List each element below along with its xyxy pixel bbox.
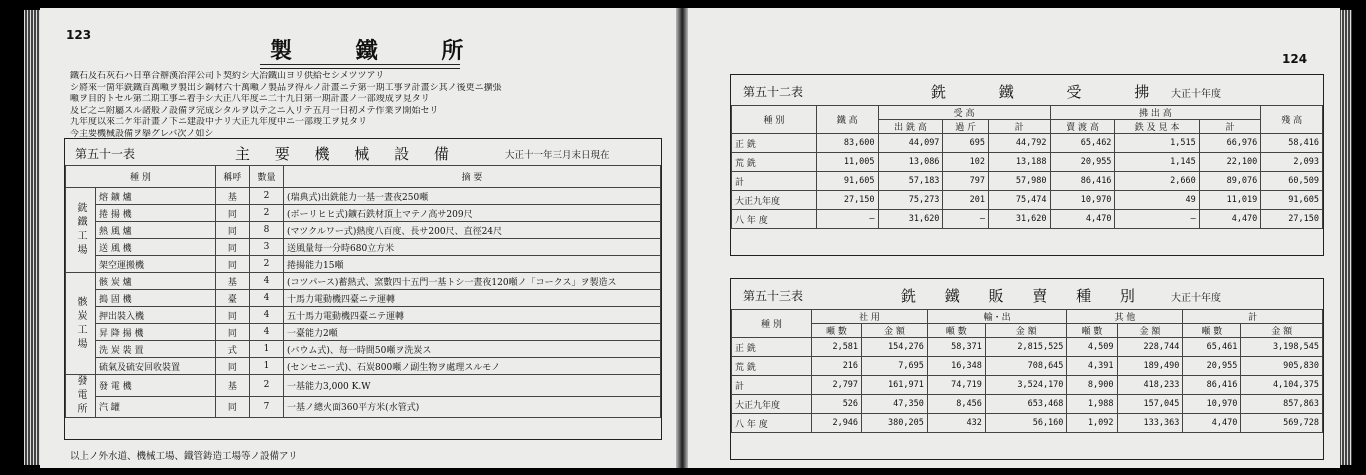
table-52-heading: 銑 鐵 受 拂 [931,83,1174,101]
t53-header-kind: 種 別 [732,310,812,338]
cell-value: 161,971 [862,376,928,395]
cell-value: 216 [811,357,861,376]
t53-group-header: 計 [1183,310,1323,324]
cell-name: 式 [215,341,249,358]
cell-value: 44,097 [878,134,943,153]
table-row [66,273,661,290]
table-row [66,341,661,358]
cell-name: 同 [215,205,249,222]
group-label: 發電所 [66,375,96,418]
cell-value: 797 [943,172,989,191]
cell-value: 1,988 [1067,395,1117,414]
table-53-heading: 銑 鐵 販 賣 種 別 [901,287,1147,305]
row-kind: 荒 銑 [732,153,817,172]
t52-sub-header: 計 [1199,120,1261,134]
cell-value: 13,188 [988,153,1050,172]
table-row [66,256,661,273]
cell-value: 44,792 [988,134,1050,153]
cell-value: 86,416 [1183,376,1241,395]
cell-kind: 熔 鑛 爐 [95,188,215,205]
cell-name: 同 [215,396,249,418]
cell-value: 57,980 [988,172,1050,191]
t52-header-opening: 鐵 高 [816,106,878,134]
table-53-year: 大正十年度 [1171,293,1221,304]
cell-value: 432 [927,414,985,433]
cell-summary: 一臺能力2噸 [284,324,661,341]
cell-value: 89,076 [1199,172,1261,191]
table-53-grid [731,309,1323,433]
cell-value: 380,205 [862,414,928,433]
cell-value: 91,605 [1261,191,1323,210]
cell-value: 66,976 [1199,134,1261,153]
cell-value: 102 [943,153,989,172]
intro-paragraph [70,71,660,140]
table-row [732,134,1323,153]
cell-kind: 骸 炭 爐 [95,273,215,290]
intro-line: 噸ヲ目的トセル第二期工事ニ着手シ大正八年度ニ二十九日第一期計畫ノ一部竣成ヲ見タリ [70,94,430,104]
cell-kind: 架空運搬機 [95,256,215,273]
t52-sub-header: 過 斤 [943,120,989,134]
table-row [66,205,661,222]
cell-summary: (マツクルワー式)熱度八百度、長サ200尺、直徑24尺 [284,222,661,239]
cell-name: 基 [215,188,249,205]
t53-sub-header: 噸 數 [1067,324,1117,338]
t52-header-remain: 殘 高 [1261,106,1323,134]
cell-count: 3 [249,239,283,256]
section-title: 製 鐵 所 [270,38,492,64]
row-kind: 正 銑 [732,338,812,357]
cell-value: — [816,210,878,229]
cell-value: 1,515 [1115,134,1199,153]
table-52 [730,74,1324,256]
cell-value: 57,183 [878,172,943,191]
title-rule [260,64,460,69]
t53-sub-header: 金 額 [985,324,1067,338]
cell-value: 133,363 [1117,414,1183,433]
t52-header-receive: 受 高 [878,106,1050,120]
cell-count: 1 [249,341,283,358]
cell-count: 2 [249,256,283,273]
row-kind: 計 [732,376,812,395]
book-edge-right [1338,10,1352,465]
row-kind: 計 [732,172,817,191]
cell-name: 基 [215,375,249,397]
cell-value: 1,092 [1067,414,1117,433]
row-kind: 大正九年度 [732,395,812,414]
table-row [732,172,1323,191]
table-row [732,376,1323,395]
left-page-number: 123 [66,28,92,42]
t53-group-header: 其 他 [1067,310,1183,324]
cell-value: 157,045 [1117,395,1183,414]
t52-sub-header: 出 銑 高 [878,120,943,134]
footer-note: 以上ノ外水道、機械工場、鐵管鋳造工場等ノ設備アリ [70,451,298,462]
t53-group-header: 社 用 [811,310,927,324]
intro-line: 鐵石及石灰石ハ日華合辦漢冶萍公司ト契約シ大冶鐵山ヨリ供給セシメツツアリ [70,71,385,81]
cell-count: 4 [249,324,283,341]
t53-group-header: 輸・出 [927,310,1067,324]
cell-value: 418,233 [1117,376,1183,395]
cell-value: 60,509 [1261,172,1323,191]
cell-kind: 發 電 機 [95,375,215,397]
table-53 [730,278,1324,460]
cell-summary: (ボーリヒヒ式)鑛石鉄材頂上マテノ高サ209尺 [284,205,661,222]
cell-value: 857,863 [1241,395,1323,414]
cell-name: 同 [215,222,249,239]
cell-value: 3,524,170 [985,376,1067,395]
row-kind: 正 銑 [732,134,817,153]
cell-name: 同 [215,358,249,375]
cell-value: 201 [943,191,989,210]
cell-value: 2,660 [1115,172,1199,191]
table-row [732,210,1323,229]
t53-sub-header: 噸 數 [927,324,985,338]
cell-kind: 硫氣及硫安回收裝置 [95,358,215,375]
row-kind: 大正九年度 [732,191,817,210]
cell-value: 13,086 [878,153,943,172]
cell-value: 4,470 [1183,414,1241,433]
cell-value: 4,104,375 [1241,376,1323,395]
cell-value: 569,728 [1241,414,1323,433]
cell-value: 75,474 [988,191,1050,210]
right-page [682,8,1340,468]
cell-value: 86,416 [1050,172,1115,191]
table-row [66,358,661,375]
table-51-date-note: 大正十一年三月末日現在 [505,150,610,161]
cell-value: 22,100 [1199,153,1261,172]
table-row [732,338,1323,357]
cell-name: 臺 [215,290,249,307]
cell-value: 75,273 [878,191,943,210]
left-page [40,8,680,468]
intro-line: 九年度以來二ケ年計畫ノ下ニ建設中ナリ大正九年度中ニ一部竣工ヲ見タリ [70,117,368,127]
table-row [66,307,661,324]
book-gutter [676,8,688,468]
cell-kind: 熱 風 爐 [95,222,215,239]
cell-summary: 一基能力3,000 K.W [284,375,661,397]
cell-summary: 捲揚能力15噸 [284,256,661,273]
cell-kind: 送 風 機 [95,239,215,256]
cell-value: 11,019 [1199,191,1261,210]
cell-name: 同 [215,256,249,273]
table-row [66,324,661,341]
cell-value: 16,348 [927,357,985,376]
cell-value: 11,005 [816,153,878,172]
cell-kind: 搗 固 機 [95,290,215,307]
cell-name: 基 [215,273,249,290]
cell-value: 7,695 [862,357,928,376]
cell-summary: (コツパース)蓄熱式、窯數四十五門一基トシ一晝夜120噸ノ「コークス」ヲ製造ス [284,273,661,290]
t53-sub-header: 噸 數 [1183,324,1241,338]
cell-count: 4 [249,307,283,324]
cell-summary: 一基ノ總火面360平方米(水管式) [284,396,661,418]
table-row [732,357,1323,376]
cell-value: 65,462 [1050,134,1115,153]
cell-value: 27,150 [1261,210,1323,229]
header-count: 數量 [249,166,283,188]
cell-value: 8,900 [1067,376,1117,395]
cell-value: 708,645 [985,357,1067,376]
cell-summary: 十馬力電動機四臺ニテ運轉 [284,290,661,307]
cell-value: 154,276 [862,338,928,357]
table-51-caption: 第五十一表 [75,147,136,161]
table-row [732,191,1323,210]
t52-sub-header: 計 [988,120,1050,134]
cell-value: 31,620 [878,210,943,229]
cell-name: 同 [215,324,249,341]
cell-value: 20,955 [1183,357,1241,376]
cell-count: 2 [249,375,283,397]
table-row [66,375,661,397]
cell-summary: (瑞典式)出銑能力一基一晝夜250噸 [284,188,661,205]
cell-value: 56,160 [985,414,1067,433]
table-row [732,414,1323,433]
cell-value: 653,468 [985,395,1067,414]
open-book [40,8,1340,468]
row-kind: 荒 銑 [732,357,812,376]
cell-count: 4 [249,273,283,290]
cell-summary: (バウム式)、每一時間50噸ヲ洗炭ス [284,341,661,358]
cell-value: 58,416 [1261,134,1323,153]
table-52-grid [731,105,1323,229]
cell-summary: (センセニー式)、石炭800噸ノ副生物ヲ處理スルモノ [284,358,661,375]
t52-sub-header: 賣 渡 高 [1050,120,1115,134]
cell-value: 2,093 [1261,153,1323,172]
cell-value: 49 [1115,191,1199,210]
cell-kind: 昇 降 揚 機 [95,324,215,341]
group-label: 銑鐵工場 [66,188,96,273]
cell-value: 4,470 [1199,210,1261,229]
cell-value: 189,490 [1117,357,1183,376]
cell-value: 228,744 [1117,338,1183,357]
table-row [66,188,661,205]
t53-sub-header: 金 額 [1241,324,1323,338]
cell-summary: 五十馬力電動機四臺ニテ運轉 [284,307,661,324]
table-52-year: 大正十年度 [1171,89,1221,100]
cell-count: 8 [249,222,283,239]
cell-name: 同 [215,307,249,324]
group-label: 骸炭工場 [66,273,96,375]
t53-sub-header: 金 額 [862,324,928,338]
cell-kind: 汽 罐 [95,396,215,418]
cell-kind: 洗 炭 裝 置 [95,341,215,358]
cell-value: 4,391 [1067,357,1117,376]
cell-count: 2 [249,188,283,205]
table-row [732,153,1323,172]
cell-kind: 捲 揚 機 [95,205,215,222]
cell-value: 526 [811,395,861,414]
t52-header-pay: 拂 出 高 [1050,106,1261,120]
cell-value: 10,970 [1183,395,1241,414]
table-row [732,395,1323,414]
cell-value: 27,150 [816,191,878,210]
cell-value: 3,198,545 [1241,338,1323,357]
header-kind: 種 別 [66,166,216,188]
cell-count: 2 [249,205,283,222]
table-52-caption: 第五十二表 [743,85,804,99]
cell-value: 2,815,525 [985,338,1067,357]
cell-value: 2,797 [811,376,861,395]
cell-value: 65,461 [1183,338,1241,357]
t53-sub-header: 金 額 [1117,324,1183,338]
right-page-number: 124 [1282,52,1308,66]
cell-value: 20,955 [1050,153,1115,172]
cell-value: 1,145 [1115,153,1199,172]
t52-header-kind: 種 別 [732,106,817,134]
table-51-grid [65,165,661,418]
cell-value: 10,970 [1050,191,1115,210]
table-53-caption: 第五十三表 [743,289,804,303]
cell-value: 58,371 [927,338,985,357]
cell-value: 83,600 [816,134,878,153]
cell-value: 2,581 [811,338,861,357]
cell-value: — [943,210,989,229]
cell-count: 1 [249,358,283,375]
row-kind: 八 年 度 [732,210,817,229]
intro-line: 及ビ之ニ附屬スル諸般ノ設備ヲ完成シタルヲ以テ之ニ入リテ五月一日初メテ作業ヲ開始セリ [70,105,439,116]
t52-sub-header: 鉄 及 見 本 [1115,120,1199,134]
cell-value: 4,509 [1067,338,1117,357]
cell-count: 4 [249,290,283,307]
table-51 [64,138,662,440]
row-kind: 八 年 度 [732,414,812,433]
cell-value: 695 [943,134,989,153]
cell-name: 同 [215,239,249,256]
cell-value: 2,946 [811,414,861,433]
table-row [66,222,661,239]
cell-value: 74,719 [927,376,985,395]
t53-sub-header: 噸 數 [811,324,861,338]
table-51-heading: 主 要 機 械 設 備 [235,145,459,163]
intro-line: 今主要機械設備ヲ擧グレバ次ノ如シ [70,128,214,139]
cell-value: 905,830 [1241,357,1323,376]
cell-value: 47,350 [862,395,928,414]
cell-value: 4,470 [1050,210,1115,229]
table-row [66,290,661,307]
header-summary: 摘 要 [284,166,661,188]
cell-summary: 送風量每一分時680立方米 [284,239,661,256]
cell-value: 31,620 [988,210,1050,229]
cell-count: 7 [249,396,283,418]
cell-value: — [1115,210,1199,229]
cell-value: 91,605 [816,172,878,191]
header-name: 稱呼 [215,166,249,188]
table-row [66,239,661,256]
table-row [66,396,661,418]
cell-kind: 押出裝入機 [95,307,215,324]
cell-value: 8,456 [927,395,985,414]
intro-line: シ將來一箇年銑鐵百萬噸ヲ製出シ鋼材六十萬噸ノ製品ヲ得ルノ計畫ニテ第一期工事ヲ計畫シ其ノ後更ニ擴張 [70,82,502,93]
